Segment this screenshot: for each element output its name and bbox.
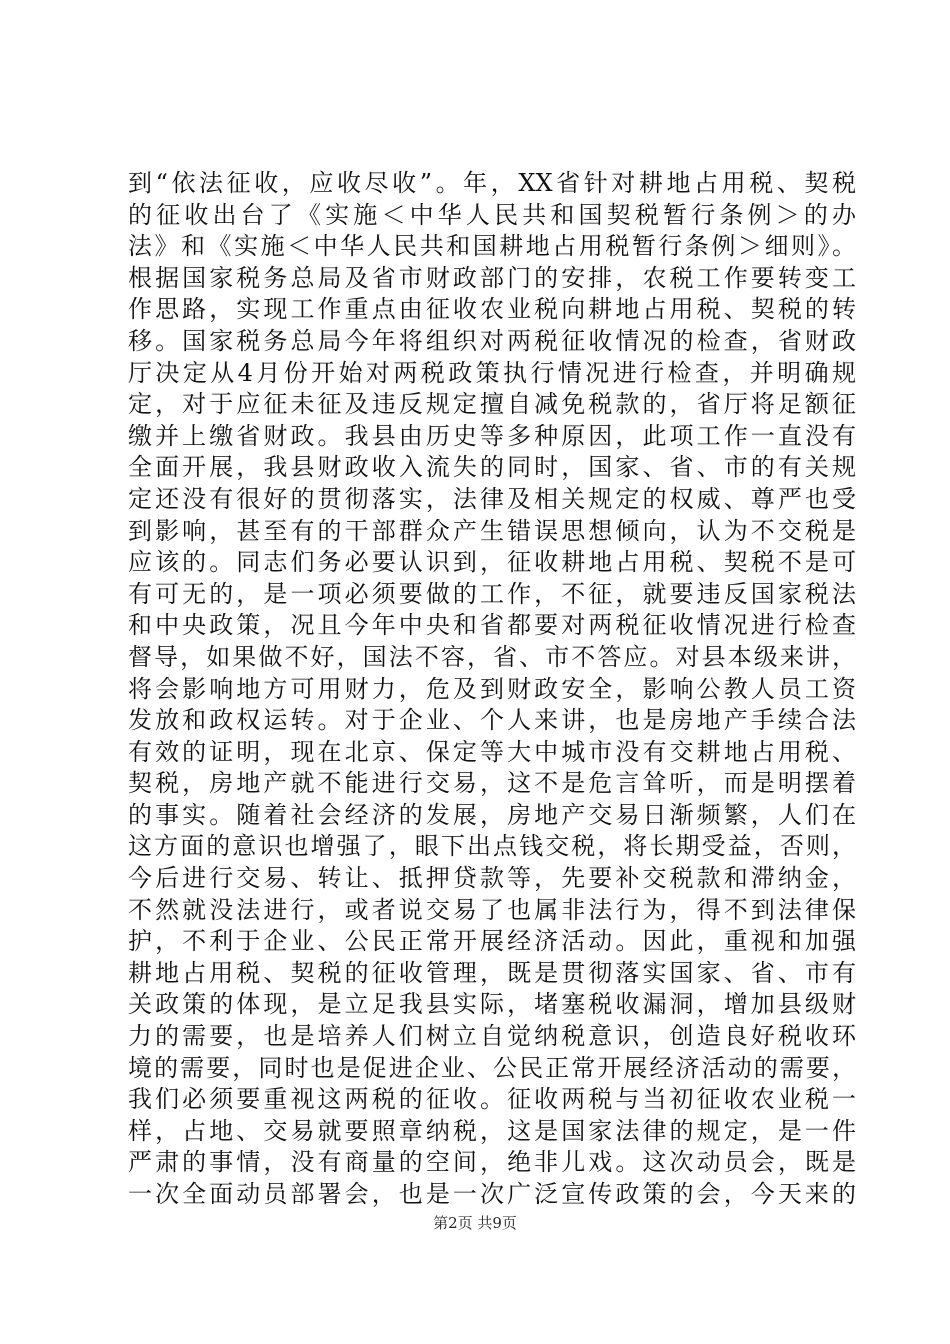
text-line: 一次全面动员部署会，也是一次广泛宣传政策的会，今天来的	[128, 1180, 856, 1208]
text-line: 作思路，实现工作重点由征收农业税向耕地占用税、契税的转	[128, 295, 856, 324]
text-line: 厅决定从4月份开始对两税政策执行情况进行检查，并明确规	[128, 358, 856, 387]
text-line: 缴并上缴省财政。我县由历史等多种原因，此项工作一直没有	[128, 421, 856, 450]
text-line: 契税，房地产就不能进行交易，这不是危言耸听，而是明摆着	[128, 769, 856, 798]
text-line: 应该的。同志们务必要认识到，征收耕地占用税、契税不是可	[128, 548, 856, 577]
text-line: 到“依法征收，应收尽收”。年，XX省针对耕地占用税、契税	[128, 169, 856, 197]
text-line: 和中央政策，况且今年中央和省都要对两税征收情况进行检查	[128, 611, 856, 640]
text-line: 有效的证明，现在北京、保定等大中城市没有交耕地占用税、	[128, 737, 856, 766]
text-line: 力的需要，也是培养人们树立自觉纳税意识，创造良好税收环	[128, 1022, 856, 1051]
text-line: 的征收出台了《实施＜中华人民共和国契税暂行条例＞的办	[128, 200, 856, 229]
text-line: 严肃的事情，没有商量的空间，绝非儿戏。这次动员会，既是	[128, 1148, 856, 1177]
text-line: 关政策的体现，是立足我县实际，堵塞税收漏洞，增加县级财	[128, 990, 856, 1019]
text-line: 今后进行交易、转让、抵押贷款等，先要补交税款和滞纳金，	[128, 864, 856, 893]
text-line: 耕地占用税、契税的征收管理，既是贯彻落实国家、省、市有	[128, 958, 856, 987]
text-line: 督导，如果做不好，国法不容，省、市不答应。对县本级来讲，	[128, 642, 856, 671]
text-line: 到影响，甚至有的干部群众产生错误思想倾向，认为不交税是	[128, 516, 856, 545]
text-line: 这方面的意识也增强了，眼下出点钱交税，将长期受益，否则，	[128, 832, 856, 861]
text-line: 境的需要，同时也是促进企业、公民正常开展经济活动的需要，	[128, 1053, 856, 1082]
text-line: 定，对于应征未征及违反规定擅自减免税款的，省厅将足额征	[128, 390, 856, 419]
text-line: 护，不利于企业、公民正常开展经济活动。因此，重视和加强	[128, 927, 856, 956]
text-line: 将会影响地方可用财力，危及到财政安全，影响公教人员工资	[128, 674, 856, 703]
text-line: 我们必须要重视这两税的征收。征收两税与当初征收农业税一	[128, 1085, 856, 1114]
text-line: 定还没有很好的贯彻落实，法律及相关规定的权威、尊严也受	[128, 484, 856, 513]
text-line: 法》和《实施＜中华人民共和国耕地占用税暂行条例＞细则》。	[128, 232, 856, 261]
text-line: 样，占地、交易就要照章纳税，这是国家法律的规定，是一件	[128, 1116, 856, 1145]
text-line: 移。国家税务总局今年将组织对两税征收情况的检查，省财政	[128, 326, 856, 355]
text-line: 全面开展，我县财政收入流失的同时，国家、省、市的有关规	[128, 453, 856, 482]
text-line: 的事实。随着社会经济的发展，房地产交易日渐频繁，人们在	[128, 800, 856, 829]
text-line: 有可无的，是一项必须要做的工作，不征，就要违反国家税法	[128, 579, 856, 608]
body-paragraph	[128, 168, 856, 1211]
text-line: 不然就没法进行，或者说交易了也属非法行为，得不到法律保	[128, 895, 856, 924]
text-line: 发放和政权运转。对于企业、个人来讲，也是房地产手续合法	[128, 706, 856, 735]
text-line: 根据国家税务总局及省市财政部门的安排，农税工作要转变工	[128, 263, 856, 292]
page-footer: 第2页 共9页	[433, 1214, 517, 1232]
